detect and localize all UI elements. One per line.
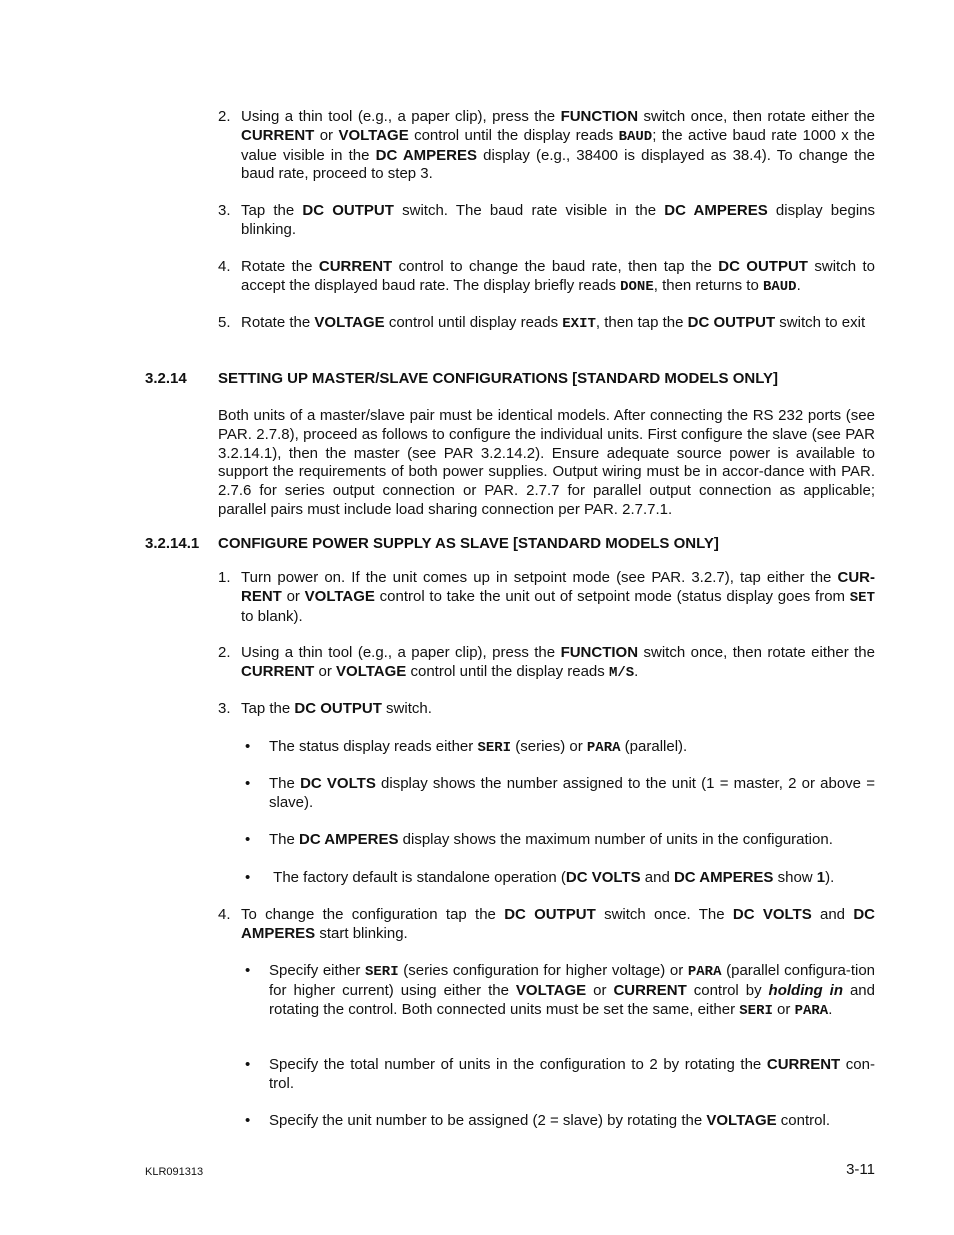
- step-number: 4.: [218, 906, 231, 923]
- step-baud-2: Using a thin tool (e.g., a paper clip), press the FUNCTION switch once, then rotate either the CURRENT or VOLTAGE control until the display reads BAUD; the active baud rate 1000 x the value visible in the DC AMPERES display (e.g., 38400 is displayed as 38.4). To change the baud rate, proceed to step 3.: [241, 108, 875, 183]
- bullet-glyph: •: [245, 1056, 251, 1073]
- bullet-factory-default: The factory default is standalone operation (DC VOLTS and DC AMPERES show 1).: [269, 869, 835, 886]
- bullet-glyph: •: [245, 831, 251, 848]
- bullet-specify-mode: Specify either SERI (series configuration for higher voltage) or PARA (parallel configura-tion for higher current) using either the VOLTAGE or CURRENT control by holding in and rotating the control. Both connected units must be set the same, either SERI or PARA.: [269, 962, 876, 1019]
- section-number: 3.2.14: [145, 370, 187, 387]
- subsection-number: 3.2.14.1: [145, 535, 200, 552]
- step-number: 3.: [218, 700, 231, 717]
- bullet-glyph: •: [245, 869, 251, 886]
- step-number: 3.: [218, 202, 231, 219]
- step-baud-3: Tap the DC OUTPUT switch. The baud rate visible in the DC AMPERES display begins blinking.: [241, 202, 875, 238]
- bullet-dc-volts: The DC VOLTS display shows the number assigned to the unit (1 = master, 2 or above = slave).: [269, 775, 875, 811]
- bullet-dc-amperes: The DC AMPERES display shows the maximum number of units in the configuration.: [269, 831, 833, 848]
- step-slave-3: Tap the DC OUTPUT switch.: [241, 700, 432, 717]
- bullet-glyph: •: [245, 775, 251, 792]
- step-number: 1.: [218, 569, 231, 586]
- section-title: SETTING UP MASTER/SLAVE CONFIGURATIONS [STANDARD MODELS ONLY]: [218, 370, 779, 387]
- step-slave-1: Turn power on. If the unit comes up in setpoint mode (see PAR. 3.2.7), tap either the CUR-RENT or VOLTAGE control to take the unit out of setpoint mode (status display goes from SET to blank).: [241, 569, 875, 625]
- bullet-glyph: •: [245, 962, 251, 979]
- footer-doc-id: KLR091313: [145, 1166, 204, 1178]
- bullet-unit-number: Specify the unit number to be assigned (2 = slave) by rotating the VOLTAGE control.: [269, 1112, 830, 1129]
- step-slave-4: To change the configuration tap the DC OUTPUT switch once. The DC VOLTS and DC AMPERES start blinking.: [241, 906, 875, 942]
- step-number: 2.: [218, 108, 231, 125]
- subsection-title: CONFIGURE POWER SUPPLY AS SLAVE [STANDARD MODELS ONLY]: [218, 535, 719, 552]
- bullet-status-display: The status display reads either SERI (series) or PARA (parallel).: [269, 738, 688, 756]
- step-baud-4: Rotate the CURRENT control to change the baud rate, then tap the DC OUTPUT switch to accept the displayed baud rate. The display briefly reads DONE, then returns to BAUD.: [241, 258, 875, 295]
- section-body: Both units of a master/slave pair must be identical models. After connecting the RS 232 ports (see PAR. 2.7.8), proceed as follows to configure the individual units. First configure the slave (see PAR 3.2.14.1), then the master (see PAR 3.2.14.2). Ensure adequate source power is available to support the requirements of both power supplies. Output wiring must be in accor-dance with PAR. 2.7.6 for series output connection or PAR. 2.7.7 for parallel output connection as applicable; parallel pairs must include load sharing connection per PAR. 2.7.7.1.: [218, 407, 875, 518]
- page-number: 3-11: [846, 1161, 875, 1178]
- step-slave-2: Using a thin tool (e.g., a paper clip), press the FUNCTION switch once, then rotate either the CURRENT or VOLTAGE control until the display reads M/S.: [241, 644, 875, 681]
- step-number: 2.: [218, 644, 231, 661]
- step-number: 5.: [218, 314, 231, 331]
- step-number: 4.: [218, 258, 231, 275]
- bullet-glyph: •: [245, 738, 251, 755]
- bullet-glyph: •: [245, 1112, 251, 1129]
- bullet-total-units: Specify the total number of units in the configuration to 2 by rotating the CURRENT con-trol.: [269, 1056, 875, 1092]
- step-baud-5: Rotate the VOLTAGE control until display reads EXIT, then tap the DC OUTPUT switch to exit: [241, 314, 866, 332]
